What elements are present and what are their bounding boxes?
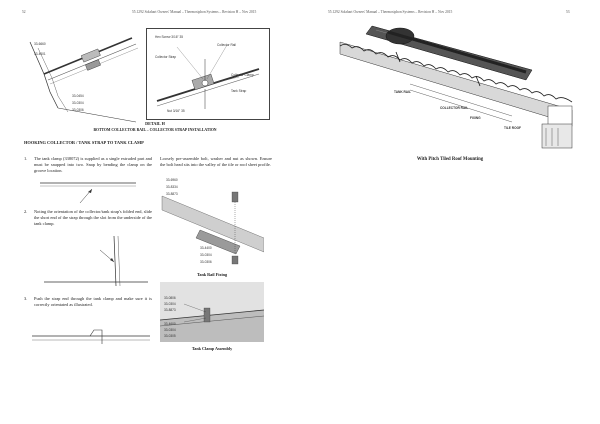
left-fig-label: 33-0306	[72, 108, 84, 112]
roof-label-tile-roof: TILE ROOF	[504, 126, 521, 130]
right-page	[300, 0, 600, 424]
tank-clamp-caption: Tank Clamp Assembly	[191, 346, 233, 351]
inset-label-tank-strap: Tank Strap	[231, 89, 247, 93]
roof-figure-caption: With Pitch Tiled Roof Mounting	[416, 157, 484, 162]
inset-label-collector-rail: Collector Rail	[217, 43, 236, 47]
tank-rail-label: 33-8334	[166, 185, 178, 189]
inset-label-collector-clamp: Collector Clamp	[231, 73, 254, 77]
tank-rail-label: 33-8873	[166, 192, 178, 196]
step-3-strap-figure	[30, 322, 155, 350]
tank-clamp-label: 33-0304	[164, 302, 176, 306]
roof-mounting-drawing	[336, 24, 576, 150]
section-heading: HOOKING COLLECTOR / TANK STRAP TO TANK CLAMP	[24, 140, 144, 145]
step-1-text: The tank clamp (338072) is supplied as a single extruded part and must be snapped into two. Snap by bending the clamp on the groove location.	[34, 156, 152, 174]
left-fig-label: 33-4601	[34, 52, 46, 56]
detail-h-inset	[146, 28, 270, 120]
right-page-number: 53	[566, 10, 570, 14]
tank-rail-figure	[160, 176, 264, 268]
tank-clamp-label: 33-0304	[164, 328, 176, 332]
tank-clamp-label: 33-0806	[164, 296, 176, 300]
tank-clamp-label: 33-8873	[164, 308, 176, 312]
inset-label-hex-screw: Hex Screw 3/16" 35	[155, 35, 184, 39]
roof-label-fixing: FIXING	[470, 116, 481, 120]
left-page-number: 52	[22, 10, 26, 14]
step-2-text: Noting the orientation of the collector/tank strap's folded end, slide the short end of the strap through the slot from the underside of the tank clamp.	[34, 209, 152, 227]
step-1-number: 1.	[24, 156, 28, 161]
step-3-text: Push the strap end through the tank clamp and make sure it is correctly orientated as illustrated.	[34, 296, 152, 308]
pitch-tiled-roof-figure	[336, 24, 576, 150]
right-running-header: 55.1292 Solahart Owners' Manual – Thermosiphon Systems – Revision H – Nov 2015	[328, 10, 453, 14]
roof-label-tank-rail: TANK RAIL	[394, 90, 411, 94]
tank-clamp-drawing	[160, 282, 264, 342]
detail-subcaption: BOTTOM COLLECTOR RAIL – COLLECTOR STRAP INSTALLATION	[93, 128, 217, 132]
inset-label-collector-strap: Collector Strap	[155, 55, 177, 59]
detail-caption: DETAIL H	[145, 121, 165, 126]
right-column-text: Loosely pre-assemble bolt, washer and nut as shown. Ensure the bolt head sits into the valley of the tile or roof sheet profile.	[160, 156, 272, 168]
step-1-clamp-figure	[36, 177, 151, 205]
tank-clamp-label: 33-4600	[164, 322, 176, 326]
step-2-number: 2.	[24, 209, 28, 214]
step-2-strap-figure	[42, 232, 152, 290]
roof-label-collector-rail: COLLECTOR RAIL	[440, 106, 469, 110]
left-fig-label: 33-6660	[34, 42, 46, 46]
tank-clamp-label: 33-0305	[164, 334, 176, 338]
left-fig-label: 33-0454	[72, 94, 84, 98]
inset-label-nut: Nut 3/16" 35	[167, 109, 185, 113]
left-fig-label: 33-0304	[72, 101, 84, 105]
step-3-number: 3.	[24, 296, 28, 301]
detail-h-main-drawing	[28, 30, 140, 124]
tank-rail-label: 33-0306	[200, 260, 212, 264]
tank-rail-caption: Tank Rail Fixing	[196, 272, 228, 277]
tank-clamp-figure	[160, 282, 264, 342]
tank-rail-label: 33-0304	[200, 253, 212, 257]
left-running-header: 55.1292 Solahart Owners' Manual – Thermosiphon Systems – Revision H – Nov 2015	[132, 10, 257, 14]
tank-rail-label: 33-6960	[166, 178, 178, 182]
tank-rail-label: 33-4400	[200, 246, 212, 250]
tank-rail-drawing	[160, 176, 264, 268]
